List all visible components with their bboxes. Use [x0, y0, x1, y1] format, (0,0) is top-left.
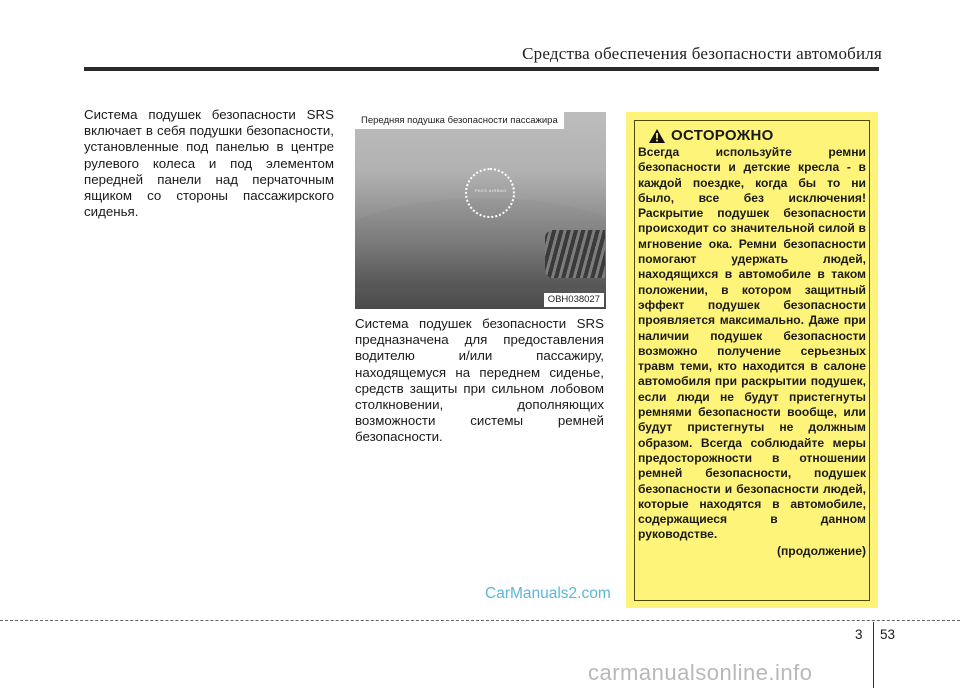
- page-divider: [873, 622, 874, 688]
- warning-header: [648, 127, 866, 144]
- header-rule: [84, 67, 879, 71]
- photo-caption: Передняя подушка безопасности пассажира: [355, 112, 564, 129]
- warning-triangle-icon: [648, 128, 666, 144]
- footer-rule: [0, 620, 960, 621]
- air-vent: [545, 230, 605, 278]
- warning-box-inner: [634, 120, 870, 601]
- intro-paragraph: Система подушек безопасности SRS включает в себя подушки безопасности, установленные под панелью в центре рулевого колеса и под элементом передней панели над перчаточным ящиком со стороны пассажирского сиденья.: [84, 107, 334, 220]
- section-number: 3: [855, 627, 863, 642]
- carmanualsonline-watermark[interactable]: carmanualsonline.info: [588, 660, 813, 685]
- warning-box: [626, 112, 878, 608]
- warning-title: ОСТОРОЖНО: [671, 127, 774, 144]
- purpose-paragraph: Система подушек безопасности SRS предназначена для предоставления водителю и/или пассажиру, находящемуся на переднем сиденье, средств защиты при сильном лобовом столкновении, дополняющих возможности системы ремней безопасности.: [355, 316, 604, 445]
- airbag-emblem-text: PASS AIRBAG: [475, 188, 507, 193]
- page-header-title: Средства обеспечения безопасности автомобиля: [522, 44, 882, 63]
- carmanuals-watermark[interactable]: CarManuals2.com: [485, 585, 611, 602]
- airbag-photo: [355, 112, 606, 309]
- airbag-location-marker: [465, 168, 515, 218]
- warning-body: Всегда используйте ремни безопасности и детские кресла - в каждой поездке, когда бы то ни было, все без исключения! Раскрытие подушек безопасности происходит со значительной силой в мгновение ока. Ремни безопасности помогают удержать людей, находящихся в автомобиле в таком положении, в котором защитный эффект подушек безопасности проявляется максимально. Даже при наличии подушек безопасности возможно получение серьезных травм теми, кто находится в салоне автомобиля при раскрытии подушек, если люди не будут пристегнуты ремнями безопасности вообще, или будут пристегнуты не должным образом. Всегда соблюдайте меры предосторожности в отношении ремней безопасности, подушек безопасности и безопасности людей, которые находятся в автомобиле, содержащиеся в данном руководстве.: [638, 145, 866, 542]
- photo-code: OBH038027: [544, 293, 604, 307]
- page-number: 53: [880, 627, 896, 642]
- warning-continued: (продолжение): [776, 543, 866, 558]
